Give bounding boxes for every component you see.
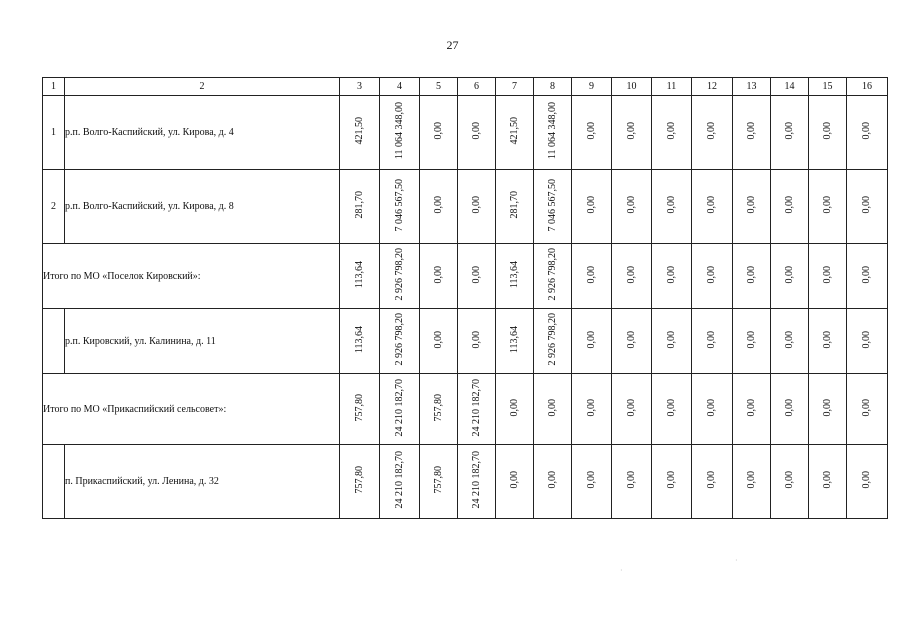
cell-value: 0,00 <box>745 471 757 489</box>
value-cell <box>340 170 380 244</box>
value-cell <box>612 170 652 244</box>
value-cell <box>809 445 847 519</box>
cell-value: 11 064 348,00 <box>393 102 405 160</box>
cell-value: 0,00 <box>625 471 637 489</box>
cell-value: 0,00 <box>745 265 757 284</box>
cell-value: 0,00 <box>745 330 757 349</box>
value-cell <box>534 309 572 374</box>
value-cell <box>496 309 534 374</box>
value-cell <box>496 244 534 309</box>
value-cell <box>458 374 496 445</box>
cell-value: 113,64 <box>353 325 365 354</box>
column-header-row <box>43 78 888 96</box>
value-cell <box>771 445 809 519</box>
cell-value: 2 926 798,20 <box>393 248 405 301</box>
column-header: 8 <box>534 78 572 96</box>
page-number: 27 <box>446 38 459 52</box>
cell-value: 0,00 <box>470 196 482 214</box>
cell-value: 0,00 <box>861 122 872 140</box>
value-cell <box>809 309 847 374</box>
value-cell <box>534 374 572 445</box>
value-cell <box>733 445 771 519</box>
row-number: 2 <box>43 170 65 244</box>
value-cell <box>380 96 420 170</box>
value-cell <box>771 96 809 170</box>
cell-value: 281,70 <box>508 191 520 219</box>
cell-value: 757,80 <box>432 466 444 494</box>
total-row <box>43 374 888 445</box>
value-cell <box>458 170 496 244</box>
value-cell <box>496 445 534 519</box>
cell-value: 0,00 <box>745 122 757 140</box>
value-cell <box>380 170 420 244</box>
value-cell <box>496 374 534 445</box>
cell-value: 0,00 <box>706 398 717 417</box>
column-header: 15 <box>809 78 847 96</box>
cell-value: 0,00 <box>783 471 795 489</box>
object-address: р.п. Кировский, ул. Калинина, д. 11 <box>65 309 340 374</box>
value-cell <box>380 445 420 519</box>
value-cell <box>340 244 380 309</box>
cell-value: 0,00 <box>861 398 872 417</box>
value-cell <box>612 374 652 445</box>
value-cell <box>572 309 612 374</box>
value-cell <box>458 309 496 374</box>
cell-value: 0,00 <box>665 330 677 349</box>
value-cell <box>733 170 771 244</box>
column-header: 4 <box>380 78 420 96</box>
value-cell <box>652 309 692 374</box>
object-address: п. Прикаспийский, ул. Ленина, д. 32 <box>65 445 340 519</box>
value-cell <box>420 374 458 445</box>
cell-value: 0,00 <box>783 265 795 284</box>
cell-value: 0,00 <box>585 330 597 349</box>
value-cell <box>612 96 652 170</box>
value-cell <box>771 170 809 244</box>
cell-value: 0,00 <box>821 122 833 140</box>
cell-value: 0,00 <box>665 471 677 489</box>
column-header: 2 <box>65 78 340 96</box>
value-cell <box>652 96 692 170</box>
cell-value: 0,00 <box>783 122 795 140</box>
table-row <box>43 445 888 519</box>
value-cell <box>420 96 458 170</box>
cell-value: 0,00 <box>585 398 597 417</box>
value-cell <box>652 374 692 445</box>
cell-value: 0,00 <box>432 265 444 284</box>
column-header: 1 <box>43 78 65 96</box>
value-cell <box>652 170 692 244</box>
table-row <box>43 96 888 170</box>
value-cell <box>692 309 733 374</box>
cell-value: 0,00 <box>861 330 872 349</box>
cell-value: 281,70 <box>353 191 365 219</box>
value-cell <box>380 244 420 309</box>
cell-value: 113,64 <box>353 260 365 289</box>
value-cell <box>534 445 572 519</box>
value-cell <box>771 309 809 374</box>
column-header: 11 <box>652 78 692 96</box>
value-cell <box>340 374 380 445</box>
value-cell <box>496 96 534 170</box>
value-cell <box>733 374 771 445</box>
cell-value: 0,00 <box>706 330 717 349</box>
cell-value: 24 210 182,70 <box>470 451 482 509</box>
cell-value: 0,00 <box>706 196 717 214</box>
object-address: р.п. Волго-Каспийский, ул. Кирова, д. 8 <box>65 170 340 244</box>
value-cell <box>572 374 612 445</box>
value-cell <box>847 445 888 519</box>
cell-value: 7 046 567,50 <box>546 178 558 232</box>
column-header: 6 <box>458 78 496 96</box>
cell-value: 0,00 <box>745 196 757 214</box>
table-row <box>43 170 888 244</box>
cell-value: 0,00 <box>665 196 677 214</box>
value-cell <box>380 309 420 374</box>
value-cell <box>809 374 847 445</box>
cell-value: 757,80 <box>353 393 365 422</box>
cell-value: 0,00 <box>625 398 637 417</box>
value-cell <box>340 445 380 519</box>
value-cell <box>771 244 809 309</box>
cell-value: 0,00 <box>432 196 444 214</box>
cell-value: 0,00 <box>625 196 637 214</box>
cell-value: 0,00 <box>821 330 833 349</box>
cell-value: 0,00 <box>585 196 597 214</box>
value-cell <box>420 170 458 244</box>
row-number <box>43 309 65 374</box>
value-cell <box>572 96 612 170</box>
cell-value: 0,00 <box>470 265 482 284</box>
total-label: Итого по МО «Прикаспийский сельсовет»: <box>43 374 340 445</box>
cell-value: 2 926 798,20 <box>546 313 558 366</box>
cell-value: 0,00 <box>508 398 520 417</box>
cell-value: 0,00 <box>706 265 717 284</box>
value-cell <box>420 445 458 519</box>
column-header: 12 <box>692 78 733 96</box>
value-cell <box>340 96 380 170</box>
value-cell <box>458 96 496 170</box>
total-label: Итого по МО «Поселок Кировский»: <box>43 244 340 309</box>
column-header: 9 <box>572 78 612 96</box>
cell-value: 0,00 <box>585 265 597 284</box>
cell-value: 113,64 <box>508 325 520 354</box>
value-cell <box>771 374 809 445</box>
row-number <box>43 445 65 519</box>
cell-value: 757,80 <box>353 466 365 494</box>
cell-value: 0,00 <box>745 398 757 417</box>
value-cell <box>692 445 733 519</box>
cell-value: 0,00 <box>625 265 637 284</box>
cell-value: 0,00 <box>665 398 677 417</box>
register-table <box>42 77 888 519</box>
value-cell <box>458 244 496 309</box>
cell-value: 0,00 <box>706 122 717 140</box>
value-cell <box>733 244 771 309</box>
value-cell <box>612 244 652 309</box>
cell-value: 0,00 <box>861 196 872 214</box>
value-cell <box>847 244 888 309</box>
cell-value: 0,00 <box>821 196 833 214</box>
value-cell <box>572 244 612 309</box>
value-cell <box>692 244 733 309</box>
cell-value: 24 210 182,70 <box>393 378 405 437</box>
value-cell <box>534 96 572 170</box>
value-cell <box>652 244 692 309</box>
cell-value: 0,00 <box>546 471 558 489</box>
value-cell <box>733 96 771 170</box>
column-header: 13 <box>733 78 771 96</box>
value-cell <box>534 170 572 244</box>
scan-speck: · <box>735 556 738 565</box>
cell-value: 24 210 182,70 <box>470 378 482 437</box>
cell-value: 0,00 <box>783 330 795 349</box>
cell-value: 0,00 <box>432 330 444 349</box>
cell-value: 2 926 798,20 <box>546 248 558 301</box>
cell-value: 0,00 <box>585 122 597 140</box>
value-cell <box>534 244 572 309</box>
value-cell <box>420 244 458 309</box>
cell-value: 0,00 <box>706 471 717 489</box>
value-cell <box>652 445 692 519</box>
cell-value: 757,80 <box>432 393 444 422</box>
row-number: 1 <box>43 96 65 170</box>
cell-value: 0,00 <box>861 265 872 284</box>
value-cell <box>572 170 612 244</box>
column-header: 3 <box>340 78 380 96</box>
cell-value: 0,00 <box>432 122 444 140</box>
value-cell <box>692 96 733 170</box>
cell-value: 0,00 <box>470 330 482 349</box>
value-cell <box>496 170 534 244</box>
value-cell <box>612 309 652 374</box>
value-cell <box>612 445 652 519</box>
value-cell <box>692 170 733 244</box>
table-body <box>43 78 888 519</box>
value-cell <box>847 374 888 445</box>
object-address: р.п. Волго-Каспийский, ул. Кирова, д. 4 <box>65 96 340 170</box>
cell-value: 7 046 567,50 <box>393 178 405 232</box>
value-cell <box>458 445 496 519</box>
cell-value: 0,00 <box>783 196 795 214</box>
column-header: 10 <box>612 78 652 96</box>
cell-value: 11 064 348,00 <box>546 102 558 160</box>
column-header: 16 <box>847 78 888 96</box>
value-cell <box>809 96 847 170</box>
cell-value: 0,00 <box>625 330 637 349</box>
value-cell <box>809 170 847 244</box>
column-header: 7 <box>496 78 534 96</box>
scan-speck: · <box>620 566 623 575</box>
cell-value: 0,00 <box>585 471 597 489</box>
cell-value: 421,50 <box>508 117 520 145</box>
total-row <box>43 244 888 309</box>
value-cell <box>809 244 847 309</box>
value-cell <box>380 374 420 445</box>
cell-value: 421,50 <box>353 117 365 145</box>
value-cell <box>420 309 458 374</box>
column-header: 14 <box>771 78 809 96</box>
cell-value: 0,00 <box>821 398 833 417</box>
value-cell <box>692 374 733 445</box>
cell-value: 24 210 182,70 <box>393 451 405 509</box>
cell-value: 0,00 <box>783 398 795 417</box>
cell-value: 0,00 <box>861 471 872 489</box>
table-row <box>43 309 888 374</box>
cell-value: 0,00 <box>821 471 833 489</box>
cell-value: 0,00 <box>625 122 637 140</box>
cell-value: 0,00 <box>821 265 833 284</box>
value-cell <box>572 445 612 519</box>
cell-value: 0,00 <box>665 265 677 284</box>
value-cell <box>847 309 888 374</box>
cell-value: 0,00 <box>470 122 482 140</box>
cell-value: 2 926 798,20 <box>393 313 405 366</box>
value-cell <box>847 96 888 170</box>
cell-value: 0,00 <box>665 122 677 140</box>
value-cell <box>733 309 771 374</box>
column-header: 5 <box>420 78 458 96</box>
value-cell <box>340 309 380 374</box>
value-cell <box>847 170 888 244</box>
cell-value: 0,00 <box>546 398 558 417</box>
cell-value: 0,00 <box>508 471 520 489</box>
cell-value: 113,64 <box>508 260 520 289</box>
